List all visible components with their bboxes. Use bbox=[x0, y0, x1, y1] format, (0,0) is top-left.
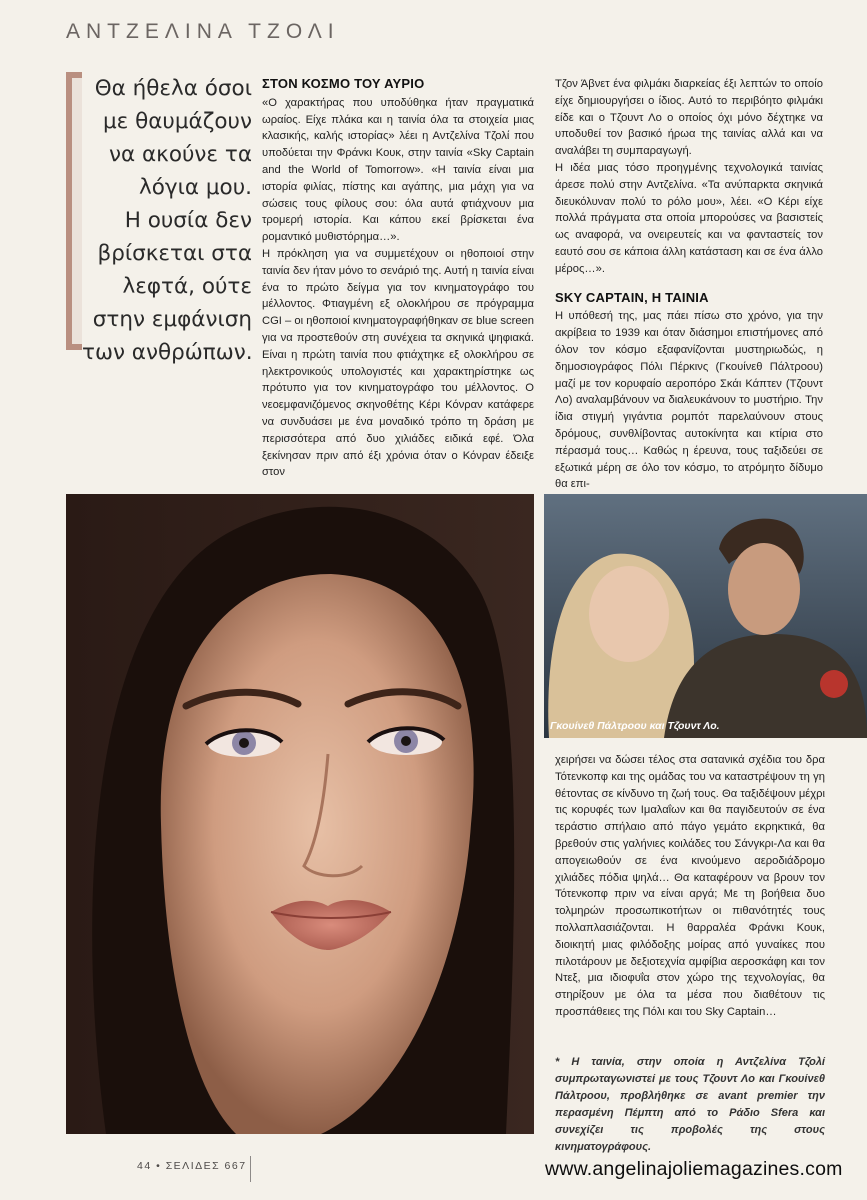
article-paragraph: Η πρόκληση για να συμμετέχουν οι ηθοποιοί στην ταινία δεν ήταν μόνο το σενάριό της. Αυτή η ταινία είναι ένα το πρώτο δείγμα για τον κινηματογράφο του μέλλοντος. Φτιαγμένη εξ ολοκλήρου σε πρόγραμμα CGI – οι ηθοποιοί κινηματογραφήθηκαν σε blue screen για να προστεθούν στη συνέχεια τα σκηνικά ψηφιακά. Είναι η πρώτη ταινία που φτιάχτηκε εξ ολοκλήρου σε ηλεκτρονικούς υπολογιστές και χαρακτηρίστηκε ως πρότυπο για τον κινηματογράφο του μέλλοντος. Ο νεοεμφανιζόμενος σκηνοθέτης Κέρι Κόνραν κατάφερε να συνδυάσει με ένα μοναδικό τρόπο τη δράση με περισσότερα από δυο χιλιάδες ειδικά εφέ. Όλα ξεκίνησαν πριν από έξι χρόνια όταν ο Κόνραν έδειξε στον bbox=[262, 247, 534, 479]
article-paragraph: «Ο χαρακτήρας που υποδύθηκα ήταν πραγματικά ωραίος. Είχε πλάκα και η ταινία όλα τα στοιχεία μιας κλασικής, καλής ιστορίας» λέει η Αντζελίνα Τζολί που υποδύεται την Φράνκι Κουκ, στην ταινία «Sky Captain and the World of Tomorrow». «Η ταινία είναι μια ιστορία φιλίας, πίστης και αγάπης, μια μάχη για να σώσεις τους φίλους σου: όλα αυτά φτιάχνουν μια τρομερή ιστορία. Και κάπου εκεί βρίσκεται ένα ρομαντικό μυθιστόρημα…». bbox=[262, 96, 534, 244]
section-heading: SKY CAPTAIN, Η ΤΑΙΝΙΑ bbox=[555, 289, 709, 305]
pull-quote-line: λόγια μου. bbox=[139, 175, 252, 200]
pull-quote-line: Θα ήθελα όσοι bbox=[94, 76, 252, 101]
article-column-2-top bbox=[555, 76, 823, 493]
pull-quote bbox=[82, 72, 252, 369]
film-still-photo bbox=[544, 494, 867, 738]
running-header-name: ΑΝΤΖΕΛΙΝΑ ΤΖΟΛΙ bbox=[66, 20, 340, 43]
portrait-illustration bbox=[66, 494, 534, 1134]
footnote: * Η ταινία, στην οποία η Αντζελίνα Τζολί συμπρωταγωνιστεί με τους Τζουντ Λο και Γκουίνεθ Πάλτροου, προβλήθηκε σε avant premier την περασμένη Πέμπτη από το Ράδιο Sfera και συνεχίζει τις προβολές της στους κινηματογράφους. bbox=[555, 1056, 825, 1153]
article-paragraph: Η υπόθεσή της, μας πάει πίσω στο χρόνο, για την ακρίβεια το 1939 και όταν διάσημοι επιστήμονες από όλον τον κόσμο εξαφανίζονται μυστηριωδώς, η δημοσιογράφος Πόλι Πέρκινς (Γκουίνεθ Πάλτροου) μαζί με τον κορυφαίο αεροπόρο Σκάι Κάπτεν (Τζουντ Λο) αναλαμβάνουν να διαλευκάνουν το μυστήριο. Την ίδια στιγμή γιγάντια ρομπότ παρελαύνουν στους δρόμους, συνθλίβοντας αυτοκίνητα και κτίρια στο πέρασμά τους… Καθώς η έρευνα, τους ταξιδεύει σε εξωτικά μέρη σε όλο τον κόσμο, το ατρόμητο δίδυμο θα επι- bbox=[555, 310, 823, 491]
pull-quote-line: με θαυμάζουν bbox=[102, 109, 252, 134]
pull-quote-bracket bbox=[66, 72, 82, 350]
watermark-url: www.angelinajoliemagazines.com bbox=[545, 1158, 843, 1180]
portrait-photo bbox=[66, 494, 534, 1134]
pull-quote-line: των ανθρώπων. bbox=[82, 340, 253, 365]
article-paragraph: Τζον Άβνετ ένα φιλμάκι διαρκείας έξι λεπτών το οποίο είχε δημιουργήσει ο ίδιος. Αυτό το περιβόητο φιλμάκι είδε και ο Τζουντ Λο ο οποίος όχι μόνο δέχτηκε να υποδυθεί τον βασικό ήρωα της ταινίας αλλά και να αναλάβει τη συμπαραγωγή. bbox=[555, 78, 823, 158]
article-column-1 bbox=[262, 76, 534, 481]
article-paragraph: Η ιδέα μιας τόσο προηγμένης τεχνολογικά ταινίας άρεσε πολύ στην Αντζελίνα. «Τα ανύπαρκτα σκηνικά διευκόλυναν πολύ το ρόλο μου», λέει. «Ο Κέρι είχε πολλά πράγματα στα οποία μπορούσες να βασιστείς ως αναφορά, να ονειρευτείς και να φανταστείς τον εαυτό σου σε κάποια άλλη κατάσταση και σε ένα άλλο μέρος…». bbox=[555, 161, 823, 275]
article-paragraph: χειρήσει να δώσει τέλος στα σατανικά σχέδια του δρα Τότενκοπφ και της ομάδας του να καταστρέψουν τη γη θέτοντας σε κίνδυνο τη ζωή τους. Θα ταξιδέψουν μέχρι τις κορυφές των Ιμαλαΐων και θα παγιδευτούν σε ένα τεράστιο σπήλαιο από πάγο γεμάτο εκρηκτικά, θα βρεθούν στις γαλήνιες κοιλάδες του Σάνγκρι-Λα και θα απογειωθούν σε ένα κινούμενο αεροδιάδρομο χιλιάδες πόδια ψηλά… Θα καταφέρουν να βρουν τον Τότενκοπφ πριν να είναι αργά; Με τη βοήθεια δυο τολμηρών προσωπικοτήτων οι πιθανότητές τους πολλαπλασιάζονται. Η θαρραλέα Φράνκι Κουκ, διοικητή μιας φιλόδοξης μοίρας από γυναίκες που πιλοτάρουν με δεξιοτεχνία αμφίβια αεροσκάφη και τον Ντεξ, μια ιδιοφυΐα στον χώρο της τεχνολογίας, θα στηρίξουν με όλα τα μέσα που διαθέτουν τις προσπάθειες της Πόλι και του Sky Captain… bbox=[555, 754, 825, 1018]
pull-quote-line: λεφτά, ούτε bbox=[122, 274, 252, 299]
article-column-2-bottom bbox=[555, 752, 825, 1021]
film-still-illustration bbox=[544, 494, 867, 738]
pull-quote-line: Η ουσία δεν bbox=[124, 208, 252, 233]
pull-quote-line: στην εμφάνιση bbox=[92, 307, 252, 332]
pull-quote-line: να ακούνε τα bbox=[108, 142, 252, 167]
footer-divider bbox=[250, 1156, 251, 1182]
page-folio: 44 • ΣΕΛΙΔΕΣ 667 bbox=[137, 1160, 247, 1172]
section-heading: ΣΤΟΝ ΚΟΣΜΟ ΤΟΥ ΑΥΡΙΟ bbox=[262, 76, 425, 91]
photo-caption: Γκουίνεθ Πάλτροου και Τζουντ Λο. bbox=[550, 720, 720, 732]
pull-quote-line: βρίσκεται στα bbox=[97, 241, 252, 266]
